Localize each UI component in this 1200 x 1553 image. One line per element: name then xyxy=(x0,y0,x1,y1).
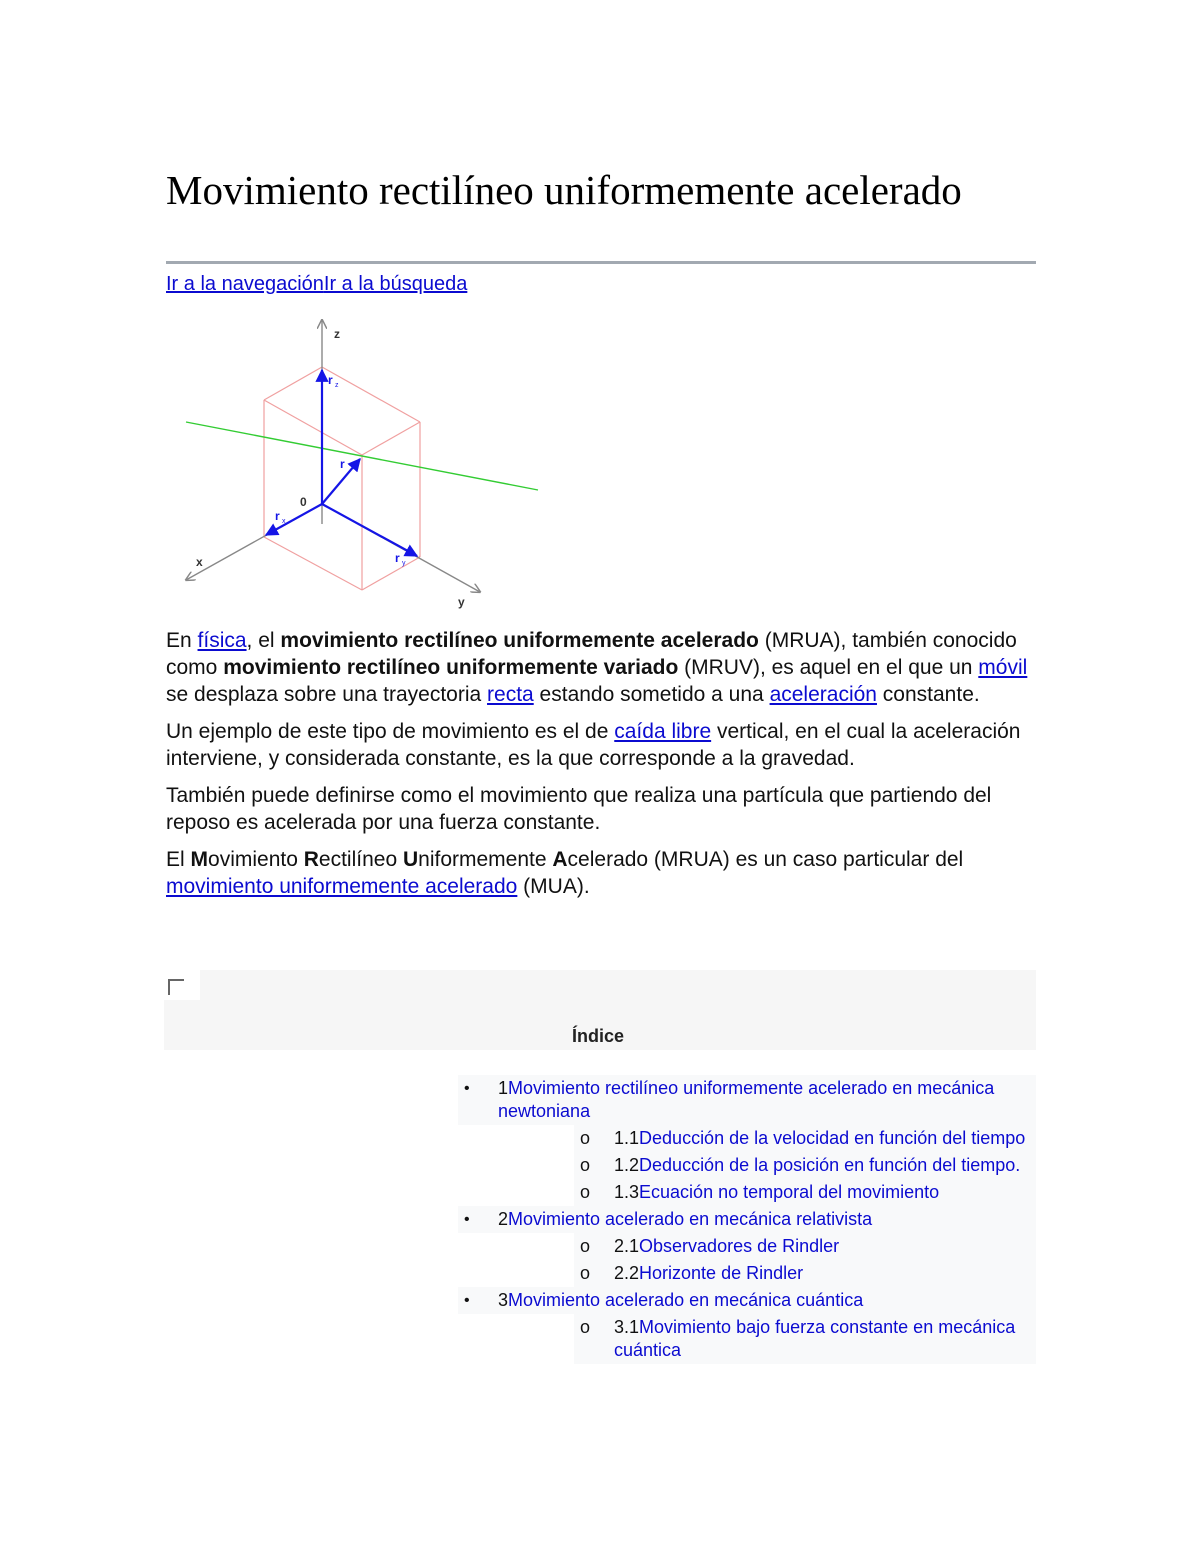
jump-to-search-link[interactable]: Ir a la búsqueda xyxy=(323,273,468,295)
link-caida-libre[interactable]: caída libre xyxy=(614,720,712,743)
x-axis-label: x xyxy=(196,555,203,569)
title-divider xyxy=(166,261,1036,264)
position-vector-diagram xyxy=(184,312,564,612)
intro-paragraph: En física, el movimiento rectilíneo uniformemente acelerado (MRUA), también conocido como movimiento rectilíneo uniformemente variado (MRUV), es aquel en el que un móvil se desplaza sobre una trayectoria recta estando sometido a una aceleración constante. xyxy=(166,629,1028,706)
toc-item-1[interactable]: • 1Movimiento rectilíneo uniformemente acelerado en mecánica newtoniana xyxy=(458,1075,1036,1125)
origin-label: 0 xyxy=(300,495,307,509)
definition-paragraph: También puede definirse como el movimiento que realiza una partícula que partiendo del reposo es acelerada por una fuerza constante. xyxy=(166,784,992,834)
toc-item-2-1[interactable]: o 2.1Observadores de Rindler xyxy=(574,1233,1036,1260)
link-aceleracion[interactable]: aceleración xyxy=(769,683,877,706)
toc-toggle-checkbox[interactable] xyxy=(168,979,184,995)
toc-item-2-2[interactable]: o 2.2Horizonte de Rindler xyxy=(574,1260,1036,1287)
toc-title: Índice xyxy=(571,1026,624,1046)
table-of-contents xyxy=(458,1075,1036,1364)
rz-vector-label: r xyxy=(328,373,333,387)
toc-item-2[interactable]: • 2Movimiento acelerado en mecánica relativista xyxy=(458,1206,1036,1233)
toc-item-1-1[interactable]: o 1.1Deducción de la velocidad en función del tiempo xyxy=(574,1125,1036,1152)
toc-item-3[interactable]: • 3Movimiento acelerado en mecánica cuántica xyxy=(458,1287,1036,1314)
example-paragraph: Un ejemplo de este tipo de movimiento es el de caída libre vertical, en el cual la aceleración interviene, y considerada constante, es la que corresponde a la gravedad. xyxy=(166,720,1021,770)
ry-subscript: y xyxy=(402,560,406,567)
toc-item-3-1[interactable]: o 3.1Movimiento bajo fuerza constante en mecánica cuántica xyxy=(574,1314,1036,1364)
toc-item-1-2[interactable]: o 1.2Deducción de la posición en función del tiempo. xyxy=(574,1152,1036,1179)
rz-subscript: z xyxy=(335,382,339,389)
link-mua[interactable]: movimiento uniformemente acelerado xyxy=(166,875,518,898)
toc-header xyxy=(164,970,1036,1050)
link-movil[interactable]: móvil xyxy=(978,656,1028,679)
rx-vector-label: r xyxy=(275,509,280,523)
coordinate-axes xyxy=(186,320,480,592)
article-body xyxy=(166,627,1038,910)
z-axis-label: z xyxy=(334,327,340,341)
ry-vector-label: r xyxy=(395,551,400,565)
jump-to-navigation-link[interactable]: Ir a la navegación xyxy=(166,273,324,295)
link-fisica[interactable]: física xyxy=(197,629,247,652)
page-title: Movimiento rectilíneo uniformemente acelerado xyxy=(166,167,962,213)
jump-links xyxy=(166,270,467,298)
r-vector-label: r xyxy=(340,457,345,471)
mrua-paragraph: El Movimiento Rectilíneo Uniformemente Acelerado (MRUA) es un caso particular del movimiento uniformemente acelerado (MUA). xyxy=(166,848,964,898)
rx-subscript: x xyxy=(282,518,286,525)
link-recta[interactable]: recta xyxy=(487,683,534,706)
y-axis-label: y xyxy=(458,595,465,609)
toc-item-1-3[interactable]: o 1.3Ecuación no temporal del movimiento xyxy=(574,1179,1036,1206)
